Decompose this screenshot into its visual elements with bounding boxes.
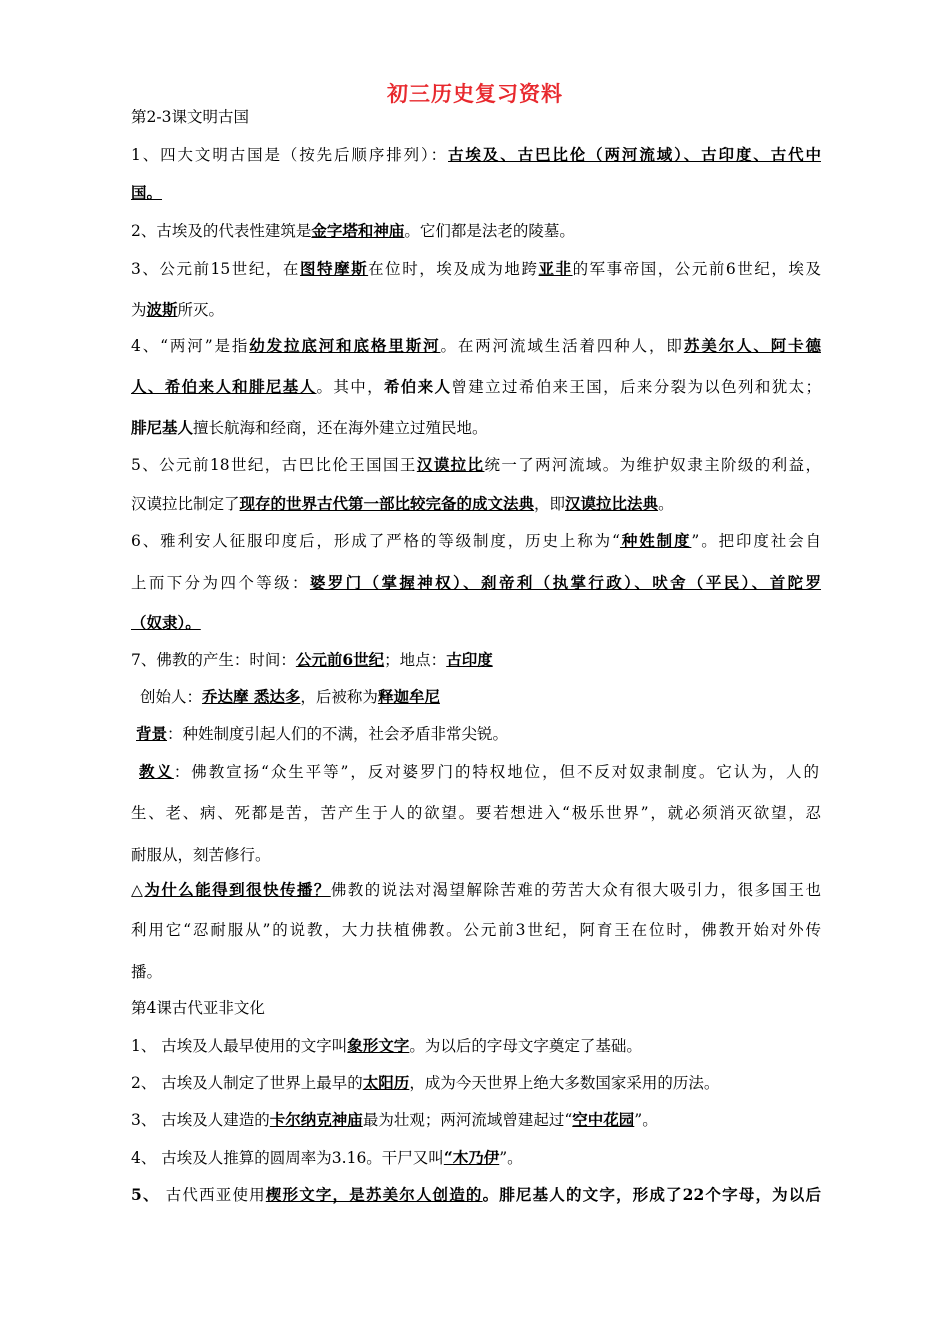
paragraph-7-doctrine-line-2: 生、老、病、死都是苦，苦产生于人的欲望。要若想进入“极乐世界”，就必须消灭欲望，忍 xyxy=(131,804,821,822)
paragraph-7-spread-line-2: 利用它“忍耐服从”的说教，大力扶植佛教。公元前3世纪，阿育王在位时，佛教开始对外传 xyxy=(131,921,821,939)
answer-text: 苏美尔人、阿卡德 xyxy=(683,336,821,355)
answer-text: 楔形文字，是苏美尔人创造的 xyxy=(265,1185,483,1204)
answer-text: 亚非 xyxy=(538,259,573,278)
answer-text: 古埃及、古巴比伦（两河流域）、古印度、古代中 xyxy=(448,145,821,164)
answer-text: 金字塔和神庙 xyxy=(311,221,405,240)
text: 5、公元前18世纪，古巴比伦王国国王 xyxy=(131,456,417,474)
text: ”。 xyxy=(634,1111,658,1129)
paragraph-3-line-2 xyxy=(131,300,821,320)
paragraph-3-line-1 xyxy=(131,259,821,279)
answer-text: 人、希伯来人和腓尼基人 xyxy=(131,377,317,396)
bold-text: 腓尼基人的文字，形成了22个字母，为以后 xyxy=(499,1185,821,1204)
answer-text: 波斯 xyxy=(146,300,178,319)
text: 最为壮观；两河流域曾建起过“ xyxy=(362,1111,573,1129)
paragraph-7-doctrine-line-1 xyxy=(139,762,819,782)
lesson-4-item-5 xyxy=(131,1185,821,1205)
text: 曾建立过希伯来王国，后来分裂为以色列和犹太； xyxy=(451,378,821,396)
text: 在位时，埃及成为地跨 xyxy=(368,260,539,278)
answer-text: 公元前6世纪 xyxy=(295,650,385,669)
paragraph-7-title xyxy=(131,650,821,670)
text: ：佛教宣扬“众生平等”，反对婆罗门的特权地位，但不反对奴隶制度。它认为，人的 xyxy=(173,763,819,781)
paragraph-7-founder xyxy=(140,687,830,707)
text: 创始人： xyxy=(140,688,203,706)
lesson-4-item-4 xyxy=(131,1148,821,1168)
text: 1、 古埃及人最早使用的文字叫 xyxy=(131,1037,348,1055)
paragraph-7-spread-line-1 xyxy=(131,880,821,900)
item-number: 5、 xyxy=(131,1185,160,1204)
paragraph-7-background xyxy=(136,724,826,744)
bold-text: 腓尼基人 xyxy=(131,418,194,437)
answer-text: 古印度 xyxy=(446,650,493,669)
answer-text: 现存的世界古代第一部比较完备的成文法典 xyxy=(239,494,535,513)
bold-text: 希伯来人 xyxy=(383,377,452,396)
section-heading-lessons-2-3: 第2-3课文明古国 xyxy=(131,108,249,126)
text: ，成为今天世界上绝大多数国家采用的历法。 xyxy=(409,1074,720,1092)
text: 的军事帝国，公元前6世纪，埃及 xyxy=(572,260,821,278)
paragraph-1-line-2 xyxy=(131,183,821,203)
paragraph-6-line-3 xyxy=(131,613,821,633)
answer-text: 婆罗门（掌握神权）、刹帝利（执掌行政）、吠舍（平民）、首陀罗 xyxy=(309,573,821,592)
text: ：种姓制度引起人们的不满，社会矛盾非常尖锐。 xyxy=(167,725,509,743)
paragraph-4-line-2 xyxy=(131,377,821,397)
text: 为 xyxy=(131,301,147,319)
text: 统一了两河流域。为维护奴隶主阶级的利益， xyxy=(484,456,821,474)
text: 7、佛教的产生：时间： xyxy=(131,651,296,669)
text: ，即 xyxy=(534,495,566,513)
text: 2、 古埃及人制定了世界上最早的 xyxy=(131,1074,363,1092)
paragraph-1-line-1 xyxy=(131,145,821,165)
paragraph-5-line-1 xyxy=(131,455,821,475)
text: 所灭。 xyxy=(177,301,225,319)
text: 佛教的说法对渴望解除苦难的劳苦大众有很大吸引力，很多国王也 xyxy=(330,881,821,899)
lesson-4-item-3 xyxy=(131,1110,821,1130)
text: 古代西亚使用 xyxy=(159,1186,266,1204)
answer-text: 背景 xyxy=(136,724,168,743)
paragraph-6-line-2 xyxy=(131,573,821,593)
paragraph-7-doctrine-line-3: 耐服从，刻苦修行。 xyxy=(131,846,271,864)
section-heading-lesson-4: 第4课古代亚非文化 xyxy=(131,999,265,1017)
answer-text: 太阳历 xyxy=(362,1073,410,1092)
answer-text: 空中花园 xyxy=(572,1110,635,1129)
paragraph-4-line-3 xyxy=(131,418,821,438)
answer-text: 图特摩斯 xyxy=(299,259,369,278)
answer-text: 为什么能得到很快传播？ xyxy=(144,880,331,899)
paragraph-5-line-2 xyxy=(131,494,821,514)
page-title: 初三历史复习资料 xyxy=(387,81,563,106)
triangle-icon: △ xyxy=(131,881,145,899)
text: 。为以后的字母文字奠定了基础。 xyxy=(409,1037,642,1055)
text: 3、 古埃及人建造的 xyxy=(131,1111,270,1129)
answer-text: “木乃伊 xyxy=(443,1148,500,1167)
text: 4、 古埃及人推算的圆周率为3.16。干尸又叫 xyxy=(131,1149,444,1167)
paragraph-7-spread-line-3: 播。 xyxy=(131,963,163,981)
answer-text: 卡尔纳克神庙 xyxy=(269,1110,363,1129)
text: 。它们都是法老的陵墓。 xyxy=(404,222,575,240)
text: 4、“两河”是指 xyxy=(131,337,250,355)
answer-text: 国。 xyxy=(131,183,163,202)
text: 2、古埃及的代表性建筑是 xyxy=(131,222,312,240)
answer-text: 乔达摩 悉达多 xyxy=(202,687,301,706)
text: 。 xyxy=(658,495,674,513)
answer-text: 幼发拉底河和底格里斯河 xyxy=(249,336,441,355)
text: ”。把印度社会自 xyxy=(691,532,821,550)
text: ”。 xyxy=(499,1149,523,1167)
answer-text: 教义 xyxy=(139,762,174,781)
answer-text: 象形文字 xyxy=(347,1036,410,1055)
text: 。其中， xyxy=(316,378,384,396)
answer-text: （奴隶）。 xyxy=(131,613,201,632)
text: 1、四大文明古国是（按先后顺序排列）： xyxy=(131,146,449,164)
text: ；地点： xyxy=(384,651,447,669)
paragraph-2 xyxy=(131,221,821,241)
text: 擅长航海和经商，还在海外建立过殖民地。 xyxy=(193,419,488,437)
lesson-4-item-2 xyxy=(131,1073,821,1093)
text: 。在两河流域生活着四种人，即 xyxy=(440,337,684,355)
paragraph-4-line-1 xyxy=(131,336,821,356)
paragraph-6-line-1 xyxy=(131,531,821,551)
bold-text: 。 xyxy=(482,1185,500,1204)
answer-text: 释迦牟尼 xyxy=(377,687,440,706)
text: 汉谟拉比制定了 xyxy=(131,495,240,513)
text: ，后被称为 xyxy=(300,688,378,706)
text: 上而下分为四个等级： xyxy=(131,574,310,592)
text: 3、公元前15世纪，在 xyxy=(131,260,300,278)
lesson-4-item-1 xyxy=(131,1036,821,1056)
answer-text: 汉谟拉比法典 xyxy=(565,494,659,513)
answer-text: 种姓制度 xyxy=(619,531,692,550)
text: 6、雅利安人征服印度后，形成了严格的等级制度，历史上称为“ xyxy=(131,532,620,550)
answer-text: 汉谟拉比 xyxy=(416,455,485,474)
